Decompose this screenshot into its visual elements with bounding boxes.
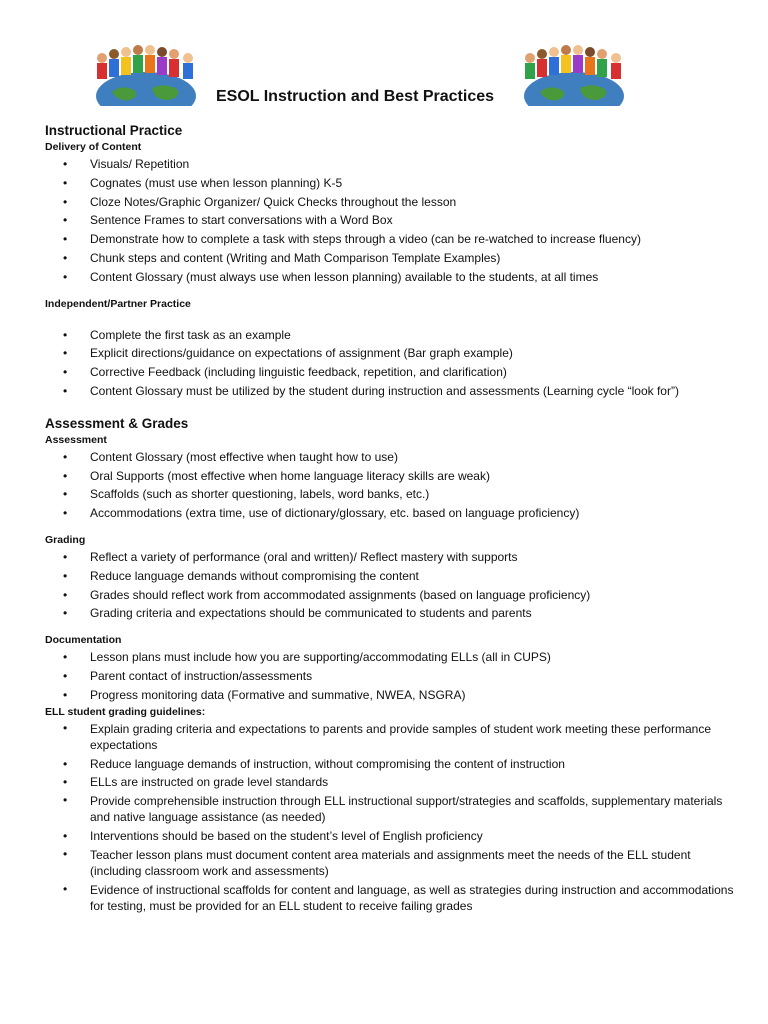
independent-practice-list [45, 326, 735, 401]
list-item: • ELLs are instructed on grade level standards [45, 773, 735, 792]
list-item: • Demonstrate how to complete a task with steps through a video (can be re-watched to increase fluency) [45, 230, 735, 249]
document-header [0, 44, 768, 114]
list-item: • Provide comprehensible instruction through ELL instructional support/strategies and scaffolds, supplementary materials and native language assistance (as needed) [45, 792, 735, 827]
list-item: • Accommodations (extra time, use of dictionary/glossary, etc. based on language proficiency) [45, 504, 735, 523]
document-body [45, 122, 735, 916]
list-item: • Content Glossary must be utilized by the student during instruction and assessments (Learning cycle “look for”) [45, 382, 735, 401]
assessment-list [45, 448, 735, 523]
delivery-of-content-list [45, 155, 735, 287]
subheading-assessment: Assessment [45, 433, 107, 446]
page-title: ESOL Instruction and Best Practices [216, 88, 495, 105]
list-item: • Interventions should be based on the student’s level of English proficiency [45, 827, 735, 846]
children-around-globe-icon [92, 44, 200, 106]
subheading-ell-grading-guidelines: ELL student grading guidelines: [45, 705, 206, 718]
documentation-list [45, 648, 735, 704]
section-heading-instructional-practice: Instructional Practice [45, 123, 183, 138]
list-item: • Cloze Notes/Graphic Organizer/ Quick Checks throughout the lesson [45, 193, 735, 212]
list-item: • Progress monitoring data (Formative and summative, NWEA, NSGRA) [45, 686, 735, 705]
list-item: • Explain grading criteria and expectations to parents and provide samples of student work meeting these performance expectations [45, 720, 735, 755]
list-item: • Cognates (must use when lesson planning) K-5 [45, 174, 735, 193]
subheading-documentation: Documentation [45, 634, 122, 647]
grading-list [45, 548, 735, 623]
list-item: • Explicit directions/guidance on expectations of assignment (Bar graph example) [45, 344, 735, 363]
list-item: • Reduce language demands without compromising the content [45, 567, 735, 586]
children-around-globe-icon [520, 44, 628, 106]
subheading-independent-partner-practice: Independent/Partner Practice [45, 297, 191, 310]
list-item: • Complete the first task as an example [45, 326, 735, 345]
list-item: • Chunk steps and content (Writing and Math Comparison Template Examples) [45, 249, 735, 268]
list-item: • Reflect a variety of performance (oral and written)/ Reflect mastery with supports [45, 548, 735, 567]
list-item: • Parent contact of instruction/assessments [45, 667, 735, 686]
ell-guidelines-list [45, 720, 735, 916]
list-item: • Grading criteria and expectations should be communicated to students and parents [45, 604, 735, 623]
list-item: • Grades should reflect work from accommodated assignments (based on language proficiency) [45, 586, 735, 605]
list-item: • Scaffolds (such as shorter questioning, labels, word banks, etc.) [45, 485, 735, 504]
list-item: • Teacher lesson plans must document content area materials and assignments meet the needs of the ELL student (including classroom work and assessments) [45, 846, 735, 881]
list-item: • Content Glossary (most effective when taught how to use) [45, 448, 735, 467]
list-item: • Content Glossary (must always use when lesson planning) available to the students, at all times [45, 268, 735, 287]
list-item: • Lesson plans must include how you are supporting/accommodating ELLs (all in CUPS) [45, 648, 735, 667]
section-heading-assessment-grades: Assessment & Grades [45, 415, 189, 431]
list-item: • Reduce language demands of instruction, without compromising the content of instruction [45, 755, 735, 774]
subheading-delivery-of-content: Delivery of Content [45, 141, 142, 153]
list-item: • Corrective Feedback (including linguistic feedback, repetition, and clarification) [45, 363, 735, 382]
list-item: • Visuals/ Repetition [45, 155, 735, 174]
list-item: • Oral Supports (most effective when home language literacy skills are weak) [45, 467, 735, 486]
list-item: • Evidence of instructional scaffolds for content and language, as well as strategies during instruction and accommodations for testing, must be provided for an ELL student to receive failing grades [45, 881, 735, 916]
list-item: • Sentence Frames to start conversations with a Word Box [45, 211, 735, 230]
subheading-grading: Grading [45, 533, 86, 546]
